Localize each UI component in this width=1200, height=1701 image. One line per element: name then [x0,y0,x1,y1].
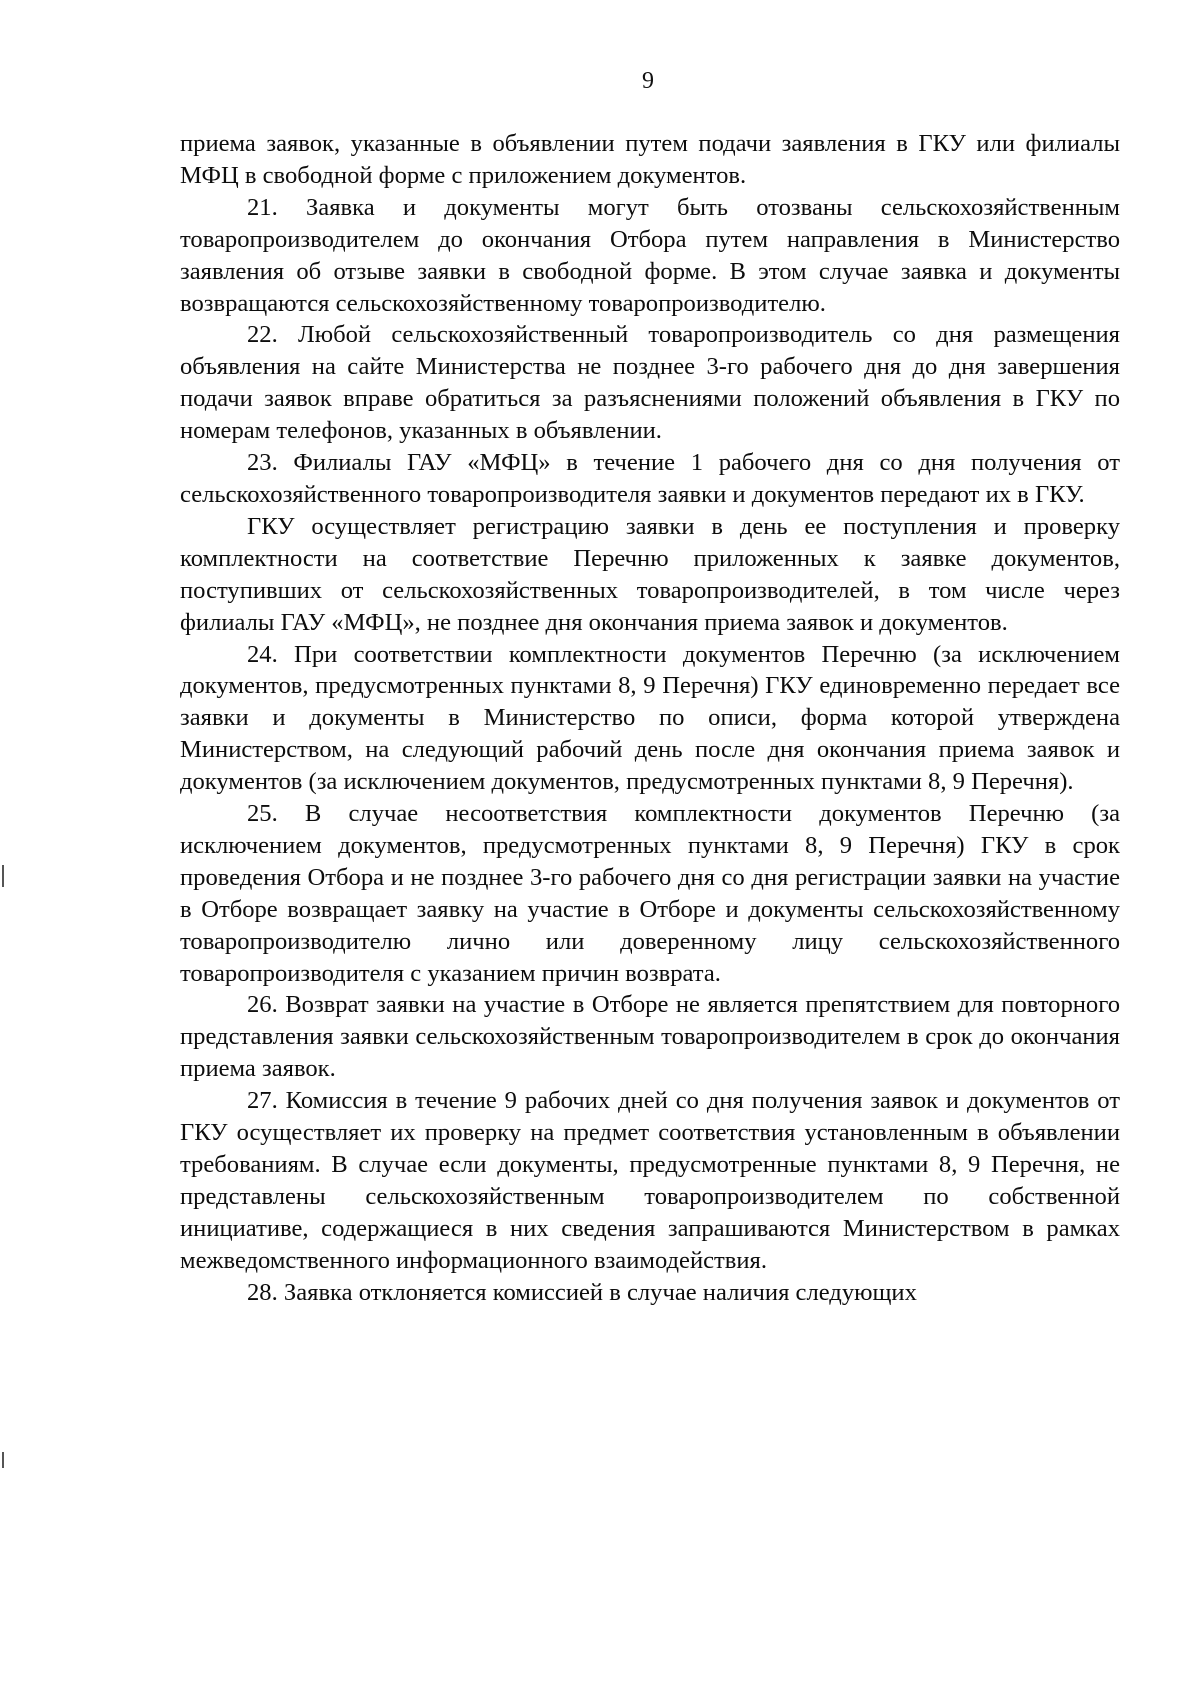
paragraph: 22. Любой сельскохозяйственный товаропроизводитель со дня размещения объявления на сайте Министерства не позднее 3-го рабочего дня до дня завершения подачи заявок вправе обратиться за разъяснениями положений объявления в ГКУ по номерам телефонов, указанных в объявлении. [180,321,1120,445]
paragraph: 24. При соответствии комплектности документов Перечню (за исключением документов, предусмотренных пунктами 8, 9 Перечня) ГКУ единовременно передает все заявки и документы в Министерство по описи, форма которой утверждена Министерством, на следующий рабочий день после дня окончания приема заявок и документов (за исключением документов, предусмотренных пунктами 8, 9 Перечня). [180,640,1120,796]
scan-edge-mark [2,865,4,887]
paragraph: приема заявок, указанные в объявлении путем подачи заявления в ГКУ или филиалы МФЦ в свободной форме с приложением документов. [180,130,1120,189]
paragraph: 26. Возврат заявки на участие в Отборе не является препятствием для повторного представления заявки сельскохозяйственным товаропроизводителем в срок до окончания приема заявок. [180,991,1120,1083]
paragraph: ГКУ осуществляет регистрацию заявки в день ее поступления и проверку комплектности на соответствие Перечню приложенных к заявке документов, поступивших от сельскохозяйственных товаропроизводителей, в том числе через филиалы ГАУ «МФЦ», не позднее дня окончания приема заявок и документов. [180,512,1120,636]
paragraph: 28. Заявка отклоняется комиссией в случае наличия следующих [247,1278,917,1306]
paragraph: 23. Филиалы ГАУ «МФЦ» в течение 1 рабочего дня со дня получения от сельскохозяйственного товаропроизводителя заявки и документов передают их в ГКУ. [180,449,1120,508]
paragraph: 27. Комиссия в течение 9 рабочих дней со дня получения заявок и документов от ГКУ осуществляет их проверку на предмет соответствия установленным в объявлении требованиям. В случае если документы, предусмотренные пунктами 8, 9 Перечня, не представлены сельскохозяйственным товаропроизводителем по собственной инициативе, содержащиеся в них сведения запрашиваются Министерством в рамках межведомственного информационного взаимодействия. [180,1087,1120,1274]
paragraph: 25. В случае несоответствия комплектности документов Перечню (за исключением документов, предусмотренных пунктами 8, 9 Перечня) ГКУ в срок проведения Отбора и не позднее 3-го рабочего дня со дня регистрации заявки на участие в Отборе возвращает заявку на участие в Отборе и документы сельскохозяйственному товаропроизводителю лично или доверенному лицу сельскохозяйственного товаропроизводителя с указанием причин возврата. [180,800,1120,987]
document-body [180,128,1120,1309]
page-number: 9 [642,68,654,94]
paragraph: 21. Заявка и документы могут быть отозваны сельскохозяйственным товаропроизводителем до окончания Отбора путем направления в Министерство заявления об отзыве заявки в свободной форме. В этом случае заявка и документы возвращаются сельскохозяйственному товаропроизводителю. [180,193,1120,317]
scan-edge-mark [2,1452,4,1468]
